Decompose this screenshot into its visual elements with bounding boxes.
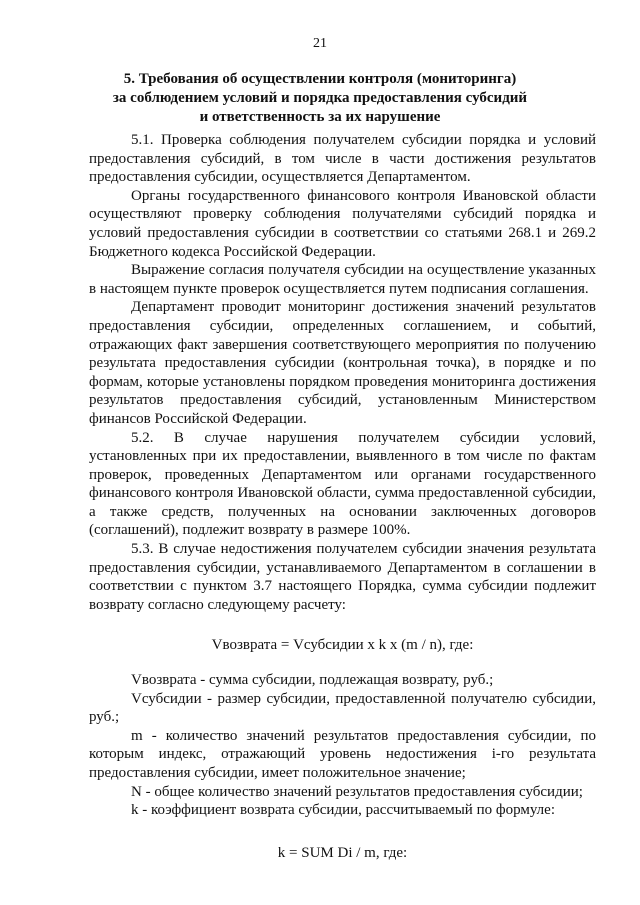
paragraph-consent: Выражение согласия получателя субсидии на осуществление указанных в настоящем пункте проверок осуществляется путем подписания соглашения. <box>89 262 596 297</box>
page-number: 21 <box>313 36 327 51</box>
paragraph-5-2: 5.2. В случае нарушения получателем субсидии условий, установленных при их предоставлении, выявленного в том числе по фактам проверок, проведенных Департаментом или органами государственного финансового контроля Ивановской области, сумма предоставленной субсидии, а также средств, полученных на основании заключенных договоров (соглашений), подлежит возврату в размере 100%. <box>89 429 596 539</box>
document-body <box>89 131 596 862</box>
formula-k: k = SUM Di / m, где: <box>277 844 408 861</box>
definition-k: k - коэффициент возврата субсидии, рассчитываемый по формуле: <box>131 802 555 819</box>
paragraph-financial-control: Органы государственного финансового контроля Ивановской области осуществляют проверку соблюдения получателями субсидий порядка и условий предоставления субсидии в соответствии со статьями 268.1 и 269.2 Бюджетного кодекса Российской Федерации. <box>89 187 596 260</box>
heading-line-2: за соблюдением условий и порядка предоставления субсидий <box>112 90 528 106</box>
heading-line-1: 5. Требования об осуществлении контроля (мониторинга) <box>123 71 517 87</box>
definition-v-refund: Vвозврата - сумма субсидии, подлежащая возврату, руб.; <box>131 672 494 689</box>
section-heading <box>100 70 540 127</box>
heading-line-3: и ответственность за их нарушение <box>199 109 441 125</box>
paragraph-monitoring: Департамент проводит мониторинг достижения значений результатов предоставления субсидии, определенных соглашением, и событий, отражающих факт завершения соответствующего мероприятия по получению результата предоставления субсидии (контрольная точка), в порядке и по формам, которые установлены порядком проведения мониторинга достижения результатов предоставления субсидий, установленным Министерством финансов Российской Федерации. <box>89 299 596 427</box>
formula-refund: Vвозврата = Vсубсидии x k x (m / n), где: <box>211 637 474 654</box>
definition-m: m - количество значений результатов предоставления субсидии, по которым индекс, отражающий уровень недостижения i-го результата предоставления субсидии, имеет положительное значение; <box>89 727 596 781</box>
definition-v-subsidy: Vсубсидии - размер субсидии, предоставленной получателю субсидии, руб.; <box>89 690 596 726</box>
paragraph-5-1: 5.1. Проверка соблюдения получателем субсидии порядка и условий предоставления субсидий, в том числе в части достижения результатов предоставления субсидии, осуществляется Департаментом. <box>89 132 596 186</box>
definition-n: N - общее количество значений результатов предоставления субсидии; <box>131 783 583 800</box>
paragraph-5-3: 5.3. В случае недостижения получателем субсидии значения результата предоставления субсидии, устанавливаемого Департаментом в соглашении в соответствии с пунктом 3.7 настоящего Порядка, сумма субсидии подлежит возврату согласно следующему расчету: <box>89 541 596 613</box>
